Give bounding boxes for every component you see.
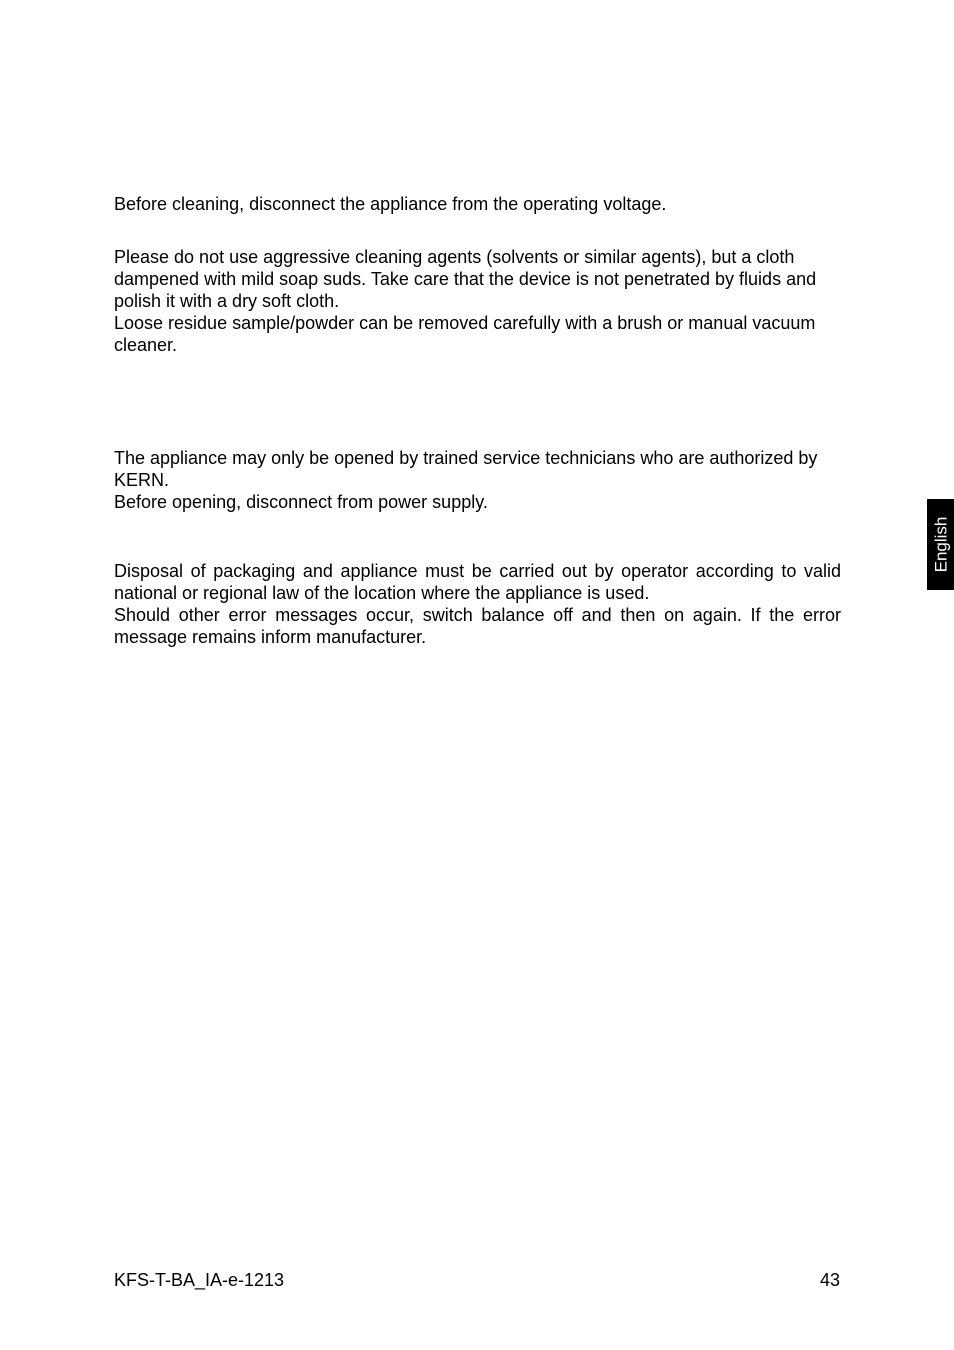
cleaning-residue-text: Loose residue sample/powder can be removed carefully with a brush or manual vacuum cleaner. <box>114 313 816 355</box>
servicing-power-text: Before opening, disconnect from power supply. <box>114 492 488 512</box>
cleaning-instructions <box>114 246 841 356</box>
cleaning-voltage-text: Before cleaning, disconnect the appliance from the operating voltage. <box>114 194 667 214</box>
servicing-instructions <box>114 447 841 513</box>
disposal-instructions <box>114 560 841 648</box>
cleaning-voltage-note <box>114 193 841 215</box>
cleaning-agents-text: Please do not use aggressive cleaning agents (solvents or similar agents), but a cloth dampened with mild soap suds. Take care that the device is not penetrated by fluids and polish it with a dry soft cloth. <box>114 247 817 311</box>
language-tab-label: English <box>931 516 951 573</box>
footer-document-id: KFS-T-BA_IA-e-1213 <box>114 1270 285 1290</box>
footer-page-number: 43 <box>819 1270 840 1290</box>
disposal-law-text: Disposal of packaging and appliance must be carried out by operator according to valid national or regional law of the location where the appliance is used. <box>114 561 841 603</box>
language-tab <box>927 499 954 590</box>
servicing-authorized-text: The appliance may only be opened by trained service technicians who are authorized by KERN. <box>114 448 818 490</box>
error-message-text: Should other error messages occur, switch balance off and then on again. If the error message remains inform manufacturer. <box>114 605 841 647</box>
